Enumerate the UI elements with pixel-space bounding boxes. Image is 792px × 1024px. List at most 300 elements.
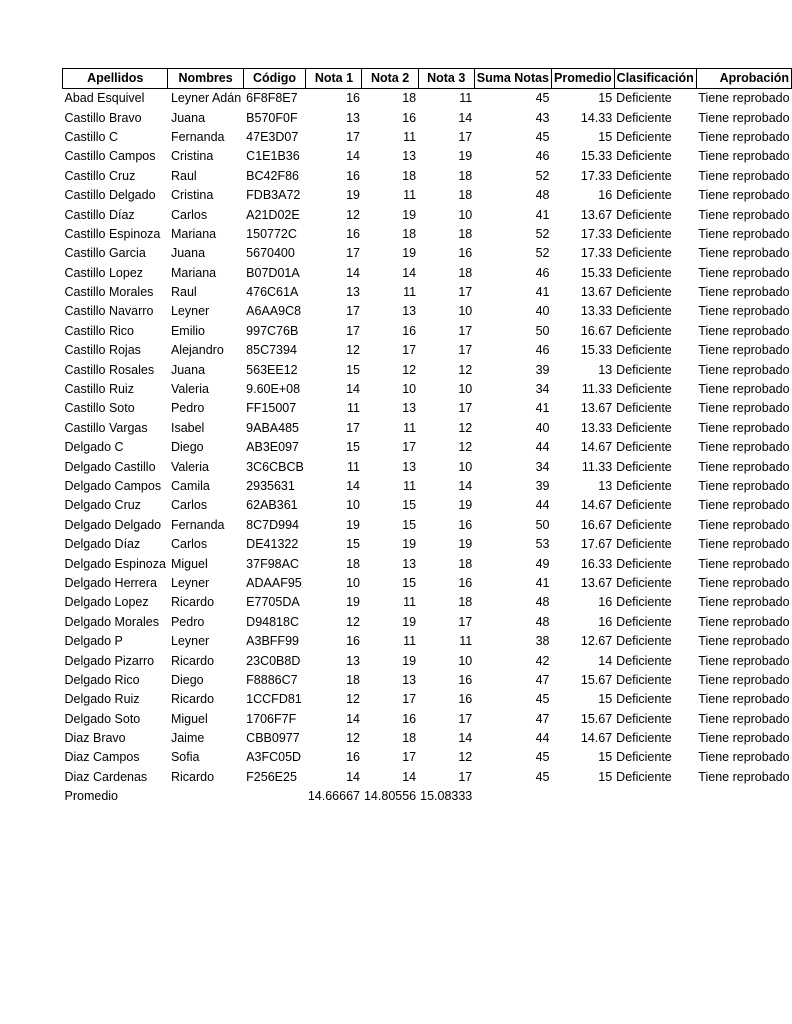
cell-apellidos[interactable]: Castillo Soto (64, 401, 135, 416)
cell-nota-3[interactable]: 17 (458, 401, 473, 416)
cell-nombres[interactable]: Ricardo (170, 769, 215, 784)
cell-clasificacion[interactable]: Deficiente (616, 226, 672, 241)
cell-apellidos[interactable]: Castillo Morales (64, 285, 154, 300)
cell-aprobacion[interactable]: Tiene reprobado (698, 168, 790, 183)
cell-nombres[interactable]: Cristina (170, 188, 214, 203)
cell-nota-2[interactable]: 18 (402, 226, 417, 241)
cell-nota-1[interactable]: 12 (346, 207, 360, 222)
cell-nota-3[interactable]: 10 (458, 207, 473, 222)
cell-promedio[interactable]: 14.67 (580, 731, 613, 746)
cell-nombres[interactable]: Leyner (170, 304, 210, 319)
cell-aprobacion[interactable]: Tiene reprobado (698, 246, 790, 261)
cell-suma-notas[interactable]: 45 (535, 692, 550, 707)
cell-nota-3[interactable]: 18 (458, 226, 473, 241)
cell-nombres[interactable]: Leyner Adán (170, 91, 242, 106)
cell-suma-notas[interactable]: 50 (535, 323, 550, 338)
cell-nota-2[interactable]: 11 (403, 129, 417, 144)
cell-aprobacion[interactable]: Tiene reprobado (698, 304, 790, 319)
cell-nota-2[interactable]: 13 (402, 672, 417, 687)
cell-nota-1[interactable]: 17 (346, 304, 360, 319)
cell-codigo[interactable]: 476C61A (246, 285, 299, 300)
cell-promedio[interactable]: 13.67 (580, 285, 613, 300)
cell-aprobacion[interactable]: Tiene reprobado (698, 459, 790, 474)
cell-clasificacion[interactable]: Deficiente (616, 634, 672, 649)
cell-codigo[interactable]: 3C6CBCB (246, 459, 304, 474)
cell-nota-2[interactable]: 17 (402, 343, 417, 358)
cell-codigo[interactable]: A21D02E (246, 207, 300, 222)
cell-nota-1[interactable]: 16 (346, 168, 360, 183)
footer-empty-cell[interactable] (243, 787, 306, 806)
cell-aprobacion[interactable]: Tiene reprobado (698, 750, 790, 765)
cell-aprobacion[interactable]: Tiene reprobado (698, 731, 790, 746)
cell-apellidos[interactable]: Delgado P (64, 634, 123, 649)
cell-nota-2[interactable]: 17 (402, 440, 417, 455)
cell-apellidos[interactable]: Diaz Cardenas (64, 769, 148, 784)
cell-nombres[interactable]: Juana (170, 362, 206, 377)
cell-aprobacion[interactable]: Tiene reprobado (698, 207, 790, 222)
cell-nombres[interactable]: Raul (170, 285, 197, 300)
cell-nombres[interactable]: Miguel (170, 711, 208, 726)
cell-promedio[interactable]: 15 (598, 692, 613, 707)
cell-nombres[interactable]: Miguel (170, 556, 208, 571)
cell-clasificacion[interactable]: Deficiente (616, 304, 672, 319)
cell-promedio[interactable]: 17.33 (580, 226, 613, 241)
cell-promedio[interactable]: 17.33 (580, 246, 613, 261)
cell-nota-3[interactable]: 17 (458, 343, 473, 358)
cell-nota-3[interactable]: 12 (458, 362, 473, 377)
cell-apellidos[interactable]: Diaz Bravo (64, 731, 126, 746)
cell-nombres[interactable]: Valeria (170, 459, 209, 474)
cell-apellidos[interactable]: Delgado Campos (64, 479, 162, 493)
cell-clasificacion[interactable]: Deficiente (616, 595, 672, 610)
cell-nota-3[interactable]: 17 (458, 769, 473, 784)
footer-empty-cell[interactable] (552, 787, 615, 806)
cell-codigo[interactable]: B570F0F (246, 110, 298, 125)
cell-apellidos[interactable]: Castillo Navarro (64, 304, 154, 319)
footer-empty-cell[interactable] (614, 787, 696, 806)
cell-nota-2[interactable]: 15 (402, 498, 417, 513)
cell-nota-2[interactable]: 19 (402, 537, 417, 552)
cell-nombres[interactable]: Diego (170, 672, 204, 687)
cell-clasificacion[interactable]: Deficiente (616, 498, 672, 513)
cell-apellidos[interactable]: Diaz Campos (64, 750, 140, 765)
cell-aprobacion[interactable]: Tiene reprobado (698, 323, 790, 338)
cell-nombres[interactable]: Fernanda (170, 517, 225, 532)
header-clasificacion[interactable]: Clasificación (614, 69, 696, 89)
header-aprobacion[interactable]: Aprobación (696, 69, 791, 89)
cell-nota-1[interactable]: 12 (346, 692, 360, 707)
cell-suma-notas[interactable]: 47 (535, 711, 550, 726)
cell-codigo[interactable]: A3FC05D (246, 750, 302, 765)
cell-nota-2[interactable]: 19 (402, 653, 417, 668)
cell-promedio[interactable]: 16.67 (580, 517, 613, 532)
cell-promedio[interactable]: 17.33 (580, 168, 613, 183)
cell-suma-notas[interactable]: 46 (535, 343, 550, 358)
cell-aprobacion[interactable]: Tiene reprobado (698, 362, 790, 377)
cell-aprobacion[interactable]: Tiene reprobado (698, 149, 790, 164)
footer-empty-cell[interactable] (474, 787, 551, 806)
cell-apellidos[interactable]: Castillo Díaz (64, 207, 135, 222)
cell-apellidos[interactable]: Castillo Campos (64, 149, 156, 164)
cell-nota-2[interactable]: 18 (402, 731, 417, 746)
cell-nota-3[interactable]: 19 (458, 498, 473, 513)
cell-apellidos[interactable]: Delgado Delgado (64, 517, 162, 532)
cell-suma-notas[interactable]: 52 (535, 168, 550, 183)
cell-promedio[interactable]: 13.33 (580, 304, 613, 319)
cell-nota-1[interactable]: 15 (346, 440, 360, 455)
cell-nombres[interactable]: Pedro (170, 401, 205, 416)
cell-codigo[interactable]: CBB0977 (246, 731, 300, 746)
cell-aprobacion[interactable]: Tiene reprobado (698, 575, 790, 590)
cell-nota-3[interactable]: 10 (458, 304, 473, 319)
cell-nota-3[interactable]: 14 (458, 731, 473, 746)
cell-codigo[interactable]: FDB3A72 (246, 188, 301, 203)
cell-nota-3[interactable]: 16 (458, 575, 473, 590)
cell-nota-3[interactable]: 17 (458, 129, 473, 144)
cell-nota-3[interactable]: 18 (458, 168, 473, 183)
cell-apellidos[interactable]: Delgado Soto (64, 711, 141, 726)
cell-aprobacion[interactable]: Tiene reprobado (698, 188, 790, 203)
cell-nota-2[interactable]: 11 (403, 285, 417, 300)
cell-nombres[interactable]: Jaime (170, 731, 205, 746)
cell-nombres[interactable]: Emilio (170, 323, 206, 338)
header-nota-2[interactable]: Nota 2 (362, 69, 418, 89)
cell-nota-1[interactable]: 14 (346, 479, 360, 493)
cell-suma-notas[interactable]: 44 (535, 440, 550, 455)
cell-clasificacion[interactable]: Deficiente (616, 129, 672, 144)
cell-codigo[interactable]: DE41322 (246, 537, 299, 552)
cell-promedio[interactable]: 13 (598, 362, 613, 377)
cell-nota-1[interactable]: 17 (346, 129, 360, 144)
cell-promedio[interactable]: 16.33 (580, 556, 613, 571)
cell-nota-3[interactable]: 14 (458, 110, 473, 125)
cell-aprobacion[interactable]: Tiene reprobado (698, 420, 790, 435)
cell-nota-3[interactable]: 16 (458, 672, 473, 687)
cell-clasificacion[interactable]: Deficiente (616, 323, 672, 338)
cell-nota-2[interactable]: 18 (402, 168, 417, 183)
cell-codigo[interactable]: 37F98AC (246, 556, 299, 571)
cell-promedio[interactable]: 11.33 (581, 382, 613, 397)
cell-suma-notas[interactable]: 45 (535, 91, 550, 106)
cell-nota-3[interactable]: 12 (458, 420, 473, 435)
cell-suma-notas[interactable]: 40 (535, 420, 550, 435)
cell-apellidos[interactable]: Delgado Rico (64, 672, 140, 687)
cell-nota-1[interactable]: 12 (346, 343, 360, 358)
cell-promedio[interactable]: 17.67 (580, 537, 613, 552)
cell-nota-3[interactable]: 19 (458, 149, 473, 164)
cell-nota-1[interactable]: 19 (346, 188, 360, 203)
cell-apellidos[interactable]: Delgado Herrera (64, 575, 157, 590)
cell-nota-2[interactable]: 13 (402, 149, 417, 164)
cell-suma-notas[interactable]: 41 (535, 401, 550, 416)
cell-aprobacion[interactable]: Tiene reprobado (698, 556, 790, 571)
cell-codigo[interactable]: 563EE12 (246, 362, 298, 377)
cell-nota-1[interactable]: 10 (346, 575, 360, 590)
cell-clasificacion[interactable]: Deficiente (616, 91, 672, 106)
cell-codigo[interactable]: 1706F7F (246, 711, 297, 726)
cell-nombres[interactable]: Valeria (170, 382, 209, 397)
cell-nota-3[interactable]: 18 (458, 556, 473, 571)
cell-clasificacion[interactable]: Deficiente (616, 265, 672, 280)
cell-nombres[interactable]: Juana (170, 110, 206, 125)
cell-suma-notas[interactable]: 40 (535, 304, 550, 319)
cell-nota-3[interactable]: 11 (459, 91, 473, 106)
cell-nota-1[interactable]: 13 (346, 285, 360, 300)
cell-clasificacion[interactable]: Deficiente (616, 731, 672, 746)
cell-nota-1[interactable]: 17 (346, 246, 360, 261)
cell-nota-1[interactable]: 16 (346, 91, 360, 106)
cell-nombres[interactable]: Ricardo (170, 595, 215, 610)
cell-apellidos[interactable]: Castillo Espinoza (64, 226, 161, 241)
cell-promedio[interactable]: 15 (598, 769, 613, 784)
cell-nombres[interactable]: Raul (170, 168, 197, 183)
cell-nota-3[interactable]: 14 (458, 479, 473, 493)
header-codigo[interactable]: Código (243, 69, 306, 89)
cell-suma-notas[interactable]: 45 (535, 750, 550, 765)
cell-nota-1[interactable]: 16 (346, 226, 360, 241)
cell-clasificacion[interactable]: Deficiente (616, 362, 672, 377)
cell-clasificacion[interactable]: Deficiente (616, 750, 672, 765)
cell-apellidos[interactable]: Castillo Ruiz (64, 382, 134, 397)
cell-nota-3[interactable]: 17 (458, 323, 473, 338)
cell-codigo[interactable]: 8C7D994 (246, 517, 299, 532)
cell-aprobacion[interactable]: Tiene reprobado (698, 672, 790, 687)
cell-clasificacion[interactable]: Deficiente (616, 653, 672, 668)
cell-suma-notas[interactable]: 50 (535, 517, 550, 532)
cell-nota-2[interactable]: 16 (402, 323, 417, 338)
cell-apellidos[interactable]: Castillo Rojas (64, 343, 141, 358)
cell-nota-3[interactable]: 10 (458, 382, 473, 397)
cell-nota-3[interactable]: 17 (458, 711, 473, 726)
cell-nota-1[interactable]: 16 (346, 634, 360, 649)
cell-apellidos[interactable]: Castillo Vargas (64, 420, 148, 435)
cell-apellidos[interactable]: Delgado Morales (64, 614, 159, 629)
cell-clasificacion[interactable]: Deficiente (616, 382, 672, 397)
cell-codigo[interactable]: B07D01A (246, 265, 300, 280)
cell-codigo[interactable]: F256E25 (246, 769, 297, 784)
cell-suma-notas[interactable]: 46 (535, 149, 550, 164)
cell-suma-notas[interactable]: 41 (535, 285, 550, 300)
cell-codigo[interactable]: 85C7394 (246, 343, 297, 358)
cell-nombres[interactable]: Alejandro (170, 343, 224, 358)
cell-apellidos[interactable]: Castillo Lopez (64, 265, 144, 280)
cell-codigo[interactable]: 1CCFD81 (246, 692, 302, 707)
cell-apellidos[interactable]: Castillo Rico (64, 323, 134, 338)
header-apellidos[interactable]: Apellidos (63, 69, 168, 89)
cell-nota-3[interactable]: 18 (458, 188, 473, 203)
cell-nota-3[interactable]: 19 (458, 537, 473, 552)
cell-promedio[interactable]: 13.67 (580, 401, 613, 416)
cell-promedio[interactable]: 13 (598, 479, 613, 493)
cell-nota-2[interactable]: 11 (403, 634, 417, 649)
cell-suma-notas[interactable]: 53 (535, 537, 550, 552)
cell-nombres[interactable]: Cristina (170, 149, 214, 164)
cell-clasificacion[interactable]: Deficiente (616, 537, 672, 552)
cell-promedio[interactable]: 12.67 (580, 634, 613, 649)
cell-promedio[interactable]: 16 (598, 614, 613, 629)
cell-nota-2[interactable]: 11 (403, 420, 417, 435)
cell-nota-1[interactable]: 17 (346, 420, 360, 435)
cell-nota-1[interactable]: 13 (346, 653, 360, 668)
cell-codigo[interactable]: 2935631 (246, 479, 295, 493)
cell-codigo[interactable]: 5670400 (246, 246, 295, 261)
cell-nombres[interactable]: Diego (170, 440, 204, 455)
cell-nota-1[interactable]: 11 (347, 459, 360, 474)
cell-nota-2[interactable]: 13 (402, 304, 417, 319)
cell-aprobacion[interactable]: Tiene reprobado (698, 265, 790, 280)
cell-aprobacion[interactable]: Tiene reprobado (698, 595, 790, 610)
cell-codigo[interactable]: 47E3D07 (246, 129, 299, 144)
cell-nota-2[interactable]: 15 (402, 575, 417, 590)
cell-nota-1[interactable]: 14 (346, 711, 360, 726)
cell-promedio[interactable]: 13.33 (580, 420, 613, 435)
cell-promedio[interactable]: 15 (598, 750, 613, 765)
cell-nota-2[interactable]: 13 (402, 556, 417, 571)
cell-suma-notas[interactable]: 48 (535, 614, 550, 629)
cell-apellidos[interactable]: Delgado Lopez (64, 595, 149, 610)
cell-clasificacion[interactable]: Deficiente (616, 575, 672, 590)
cell-apellidos[interactable]: Delgado Díaz (64, 537, 141, 552)
cell-clasificacion[interactable]: Deficiente (616, 459, 672, 474)
footer-empty-cell[interactable] (168, 787, 243, 806)
cell-aprobacion[interactable]: Tiene reprobado (698, 769, 790, 784)
cell-nota-3[interactable]: 17 (458, 285, 473, 300)
cell-clasificacion[interactable]: Deficiente (616, 479, 672, 493)
cell-suma-notas[interactable]: 44 (535, 498, 550, 513)
cell-clasificacion[interactable]: Deficiente (616, 692, 672, 707)
cell-codigo[interactable]: 9ABA485 (246, 420, 299, 435)
cell-suma-notas[interactable]: 41 (535, 207, 550, 222)
cell-promedio[interactable]: 14.33 (580, 110, 613, 125)
cell-nota-1[interactable]: 13 (346, 110, 360, 125)
cell-nota-2[interactable]: 12 (402, 362, 417, 377)
cell-nombres[interactable]: Leyner (170, 634, 210, 649)
cell-promedio[interactable]: 13.67 (580, 207, 613, 222)
cell-clasificacion[interactable]: Deficiente (616, 343, 672, 358)
cell-suma-notas[interactable]: 41 (535, 575, 550, 590)
cell-suma-notas[interactable]: 48 (535, 188, 550, 203)
cell-codigo[interactable]: D94818C (246, 614, 299, 629)
cell-apellidos[interactable]: Delgado Espinoza (64, 556, 166, 571)
cell-nombres[interactable]: Pedro (170, 614, 205, 629)
cell-nota-2[interactable]: 13 (402, 459, 417, 474)
cell-nota-1[interactable]: 12 (346, 614, 360, 629)
cell-codigo[interactable]: E7705DA (246, 595, 300, 610)
cell-promedio[interactable]: 15.33 (580, 149, 613, 164)
cell-promedio[interactable]: 13.67 (580, 575, 613, 590)
cell-clasificacion[interactable]: Deficiente (616, 246, 672, 261)
cell-aprobacion[interactable]: Tiene reprobado (698, 711, 790, 726)
cell-apellidos[interactable]: Castillo Rosales (64, 362, 155, 377)
cell-apellidos[interactable]: Castillo Cruz (64, 168, 136, 183)
cell-clasificacion[interactable]: Deficiente (616, 711, 672, 726)
cell-nota-2[interactable]: 11 (403, 188, 417, 203)
header-nombres[interactable]: Nombres (168, 69, 243, 89)
cell-promedio[interactable]: 15.67 (580, 711, 613, 726)
cell-clasificacion[interactable]: Deficiente (616, 401, 672, 416)
cell-clasificacion[interactable]: Deficiente (616, 769, 672, 784)
cell-aprobacion[interactable]: Tiene reprobado (698, 537, 790, 552)
cell-apellidos[interactable]: Delgado Cruz (64, 498, 141, 513)
cell-nota-1[interactable]: 14 (346, 149, 360, 164)
cell-promedio[interactable]: 16 (598, 188, 613, 203)
cell-codigo[interactable]: 150772C (246, 226, 297, 241)
cell-nota-2[interactable]: 11 (403, 595, 417, 610)
cell-aprobacion[interactable]: Tiene reprobado (698, 110, 790, 125)
cell-clasificacion[interactable]: Deficiente (616, 517, 672, 532)
header-nota-1[interactable]: Nota 1 (306, 69, 362, 89)
cell-suma-notas[interactable]: 52 (535, 226, 550, 241)
cell-nota-3[interactable]: 18 (458, 595, 473, 610)
cell-nota-1[interactable]: 19 (346, 517, 360, 532)
cell-clasificacion[interactable]: Deficiente (616, 440, 672, 455)
footer-nota-1-average[interactable]: 14.66667 (307, 789, 360, 804)
cell-nota-2[interactable]: 18 (402, 91, 417, 106)
cell-nota-2[interactable]: 19 (402, 207, 417, 222)
cell-codigo[interactable]: C1E1B36 (246, 149, 300, 164)
cell-suma-notas[interactable]: 34 (535, 382, 550, 397)
cell-nombres[interactable]: Mariana (170, 265, 217, 280)
cell-suma-notas[interactable]: 49 (535, 556, 550, 571)
footer-nota-2-average[interactable]: 14.80556 (363, 789, 417, 804)
cell-aprobacion[interactable]: Tiene reprobado (698, 479, 790, 493)
cell-nota-1[interactable]: 14 (346, 769, 360, 784)
cell-clasificacion[interactable]: Deficiente (616, 149, 672, 164)
cell-suma-notas[interactable]: 39 (535, 362, 550, 377)
cell-codigo[interactable]: 23C0B8D (246, 653, 301, 668)
cell-promedio[interactable]: 15 (598, 91, 613, 106)
cell-nombres[interactable]: Carlos (170, 498, 208, 513)
cell-nota-2[interactable]: 15 (402, 517, 417, 532)
cell-suma-notas[interactable]: 38 (535, 634, 550, 649)
cell-clasificacion[interactable]: Deficiente (616, 168, 672, 183)
cell-nota-3[interactable]: 16 (458, 517, 473, 532)
cell-codigo[interactable]: 6F8F8E7 (246, 91, 298, 106)
cell-promedio[interactable]: 15.67 (580, 672, 613, 687)
cell-nota-3[interactable]: 16 (458, 246, 473, 261)
cell-promedio[interactable]: 11.33 (581, 459, 613, 474)
cell-nombres[interactable]: Leyner (170, 575, 210, 590)
cell-clasificacion[interactable]: Deficiente (616, 614, 672, 629)
cell-promedio[interactable]: 15.33 (580, 343, 613, 358)
cell-nota-3[interactable]: 11 (459, 634, 473, 649)
cell-nota-3[interactable]: 12 (458, 750, 473, 765)
cell-apellidos[interactable]: Delgado Pizarro (64, 653, 155, 668)
cell-nota-1[interactable]: 15 (346, 537, 360, 552)
cell-suma-notas[interactable]: 47 (535, 672, 550, 687)
cell-nombres[interactable]: Sofia (170, 750, 200, 765)
cell-nota-1[interactable]: 11 (347, 401, 360, 416)
cell-apellidos[interactable]: Castillo C (64, 129, 118, 144)
cell-promedio[interactable]: 14 (598, 653, 613, 668)
cell-nombres[interactable]: Carlos (170, 537, 208, 552)
cell-aprobacion[interactable]: Tiene reprobado (698, 498, 790, 513)
cell-aprobacion[interactable]: Tiene reprobado (698, 382, 790, 397)
cell-nota-1[interactable]: 18 (346, 672, 360, 687)
cell-nota-1[interactable]: 10 (346, 498, 360, 513)
cell-suma-notas[interactable]: 45 (535, 129, 550, 144)
cell-codigo[interactable]: A3BFF99 (246, 634, 299, 649)
cell-aprobacion[interactable]: Tiene reprobado (698, 285, 790, 300)
footer-label[interactable]: Promedio (64, 789, 118, 804)
cell-nota-2[interactable]: 17 (402, 750, 417, 765)
cell-codigo[interactable]: F8886C7 (246, 672, 298, 687)
cell-nota-1[interactable]: 14 (346, 265, 360, 280)
header-nota-3[interactable]: Nota 3 (418, 69, 474, 89)
cell-codigo[interactable]: ADAAF95 (246, 575, 302, 590)
cell-apellidos[interactable]: Delgado Castillo (64, 459, 156, 474)
cell-aprobacion[interactable]: Tiene reprobado (698, 634, 790, 649)
